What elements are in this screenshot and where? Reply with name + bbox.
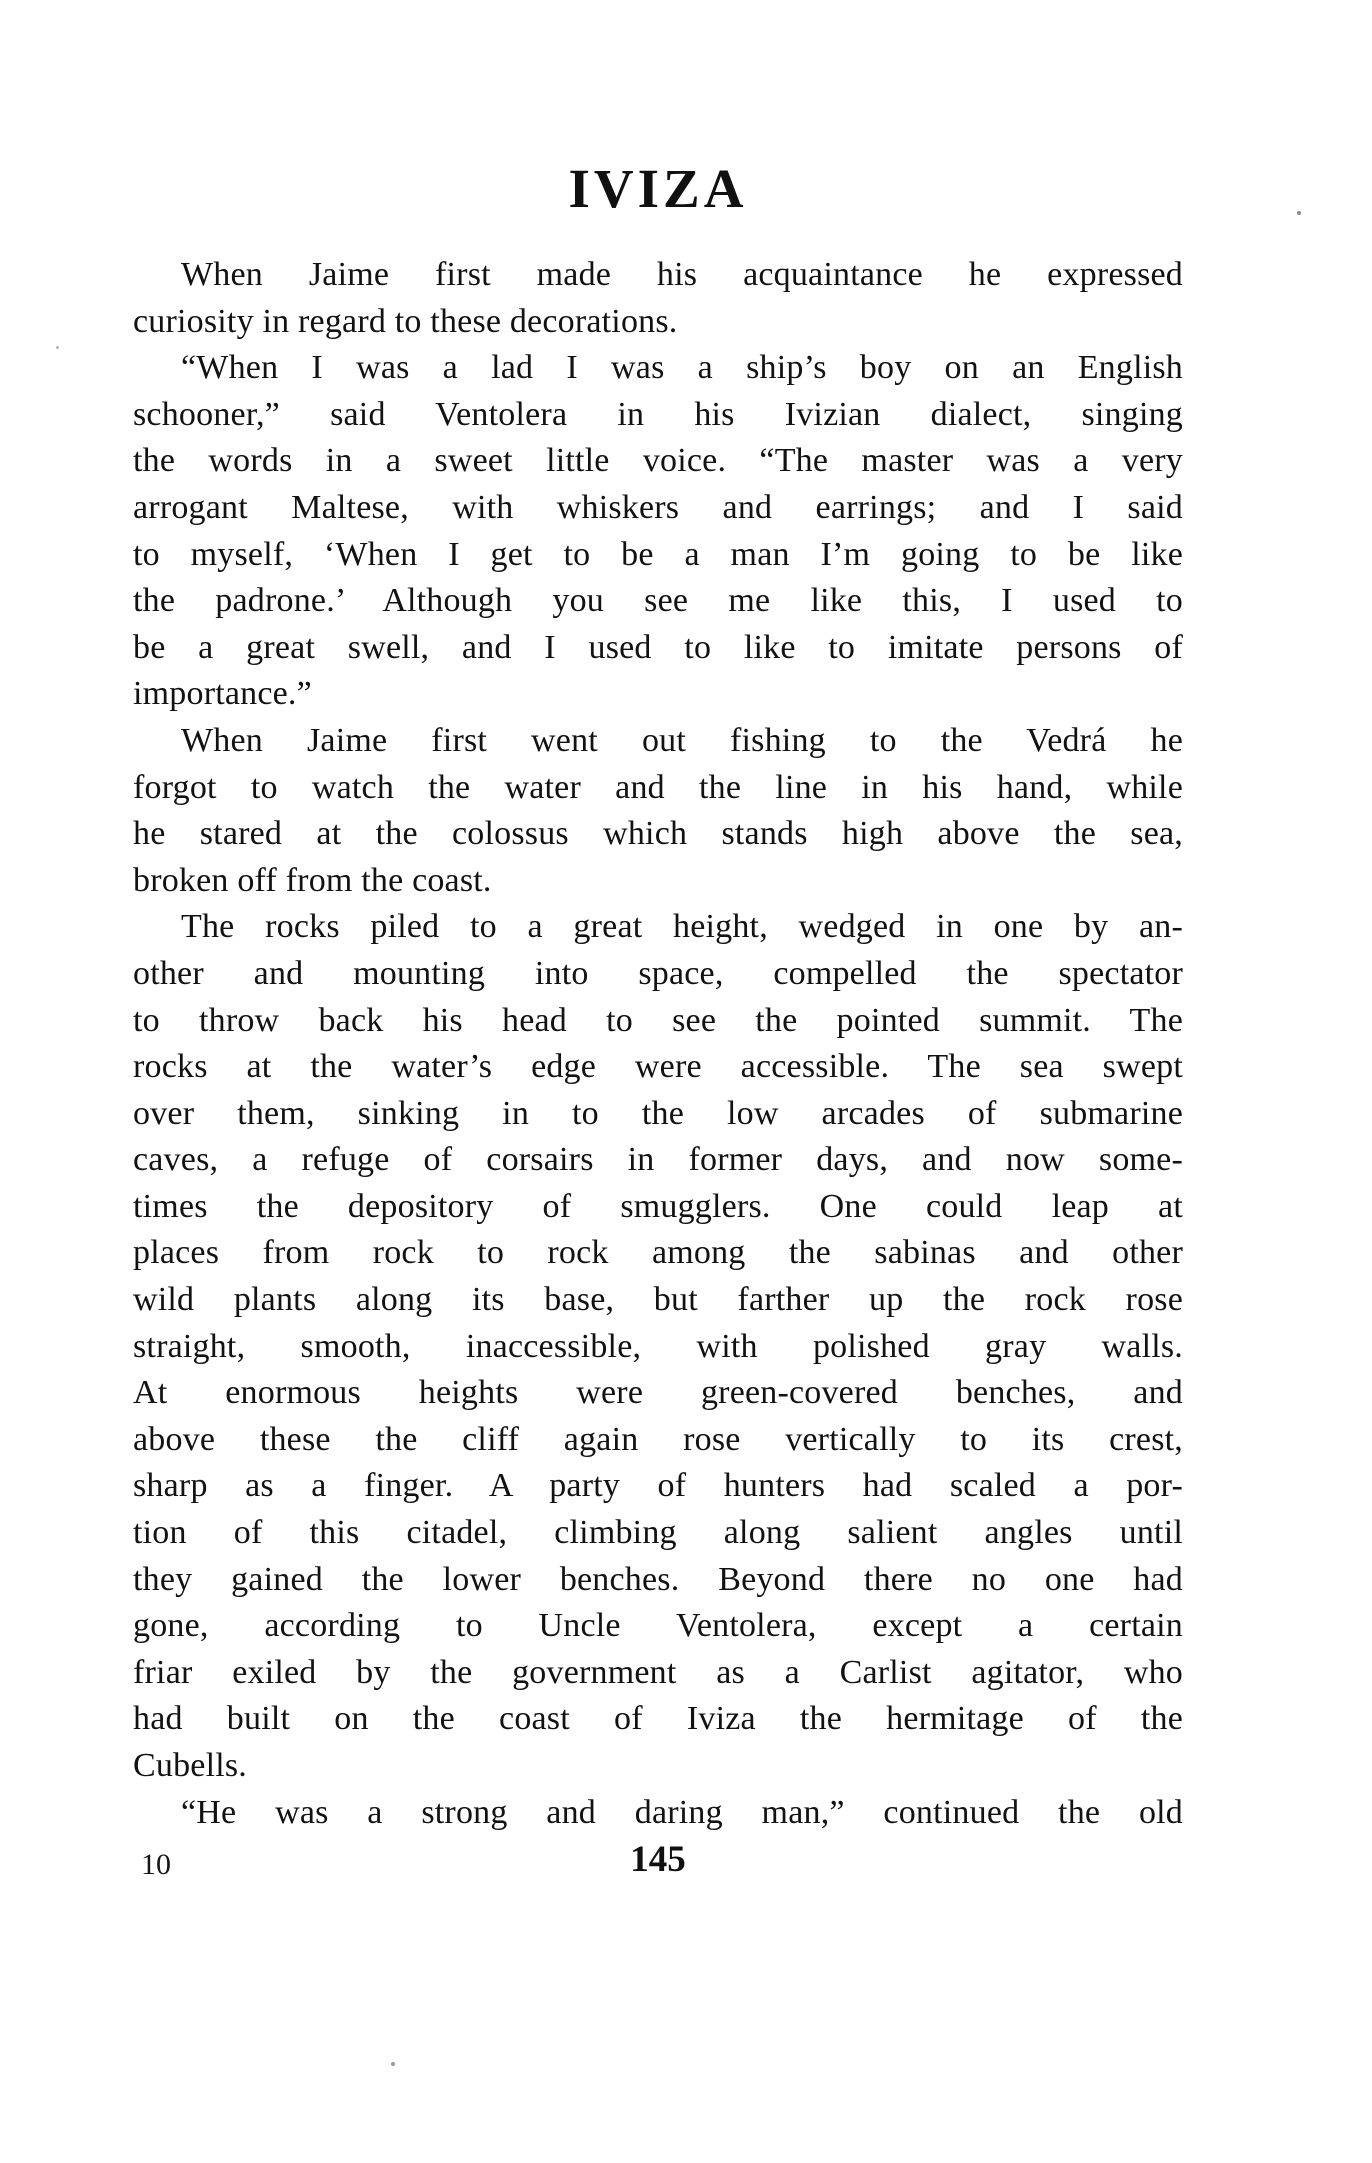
text-line: importance.”: [133, 675, 312, 713]
text-line: to throw back his head to see the pointed summit. The: [133, 1001, 1183, 1039]
text-line: schooner,” said Ventolera in his Ivizian dialect, singing: [133, 395, 1183, 433]
text-line: he stared at the colossus which stands high above the sea,: [133, 815, 1183, 853]
text-line: the words in a sweet little voice. “The master was a very: [133, 442, 1183, 480]
scan-speck: [1297, 211, 1301, 215]
text-line: arrogant Maltese, with whiskers and earrings; and I said: [133, 488, 1183, 526]
text-line: Cubells.: [133, 1747, 247, 1784]
text-line: the padrone.’ Although you see me like this, I used to: [133, 582, 1183, 620]
text-line: over them, sinking in to the low arcades of submarine: [133, 1094, 1183, 1132]
text-line: places from rock to rock among the sabinas and other: [133, 1234, 1183, 1272]
page-footer: [133, 1838, 1183, 1888]
text-line: tion of this citadel, climbing along salient angles until: [133, 1514, 1183, 1552]
text-line: The rocks piled to a great height, wedged in one by an-: [181, 908, 1183, 946]
text-line: sharp as a finger. A party of hunters had scaled a por-: [133, 1467, 1183, 1505]
text-line: to myself, ‘When I get to be a man I’m going to be like: [133, 535, 1183, 573]
text-line: above these the cliff again rose vertically to its crest,: [133, 1420, 1183, 1458]
text-line: rocks at the water’s edge were accessible. The sea swept: [133, 1048, 1183, 1086]
scan-speck: [391, 2062, 395, 2066]
text-line: friar exiled by the government as a Carlist agitator, who: [133, 1653, 1183, 1691]
text-line: curiosity in regard to these decorations.: [133, 302, 678, 340]
text-line: forgot to watch the water and the line in his hand, while: [133, 768, 1183, 806]
text-line: other and mounting into space, compelled the spectator: [133, 954, 1183, 992]
text-line: straight, smooth, inaccessible, with polished gray walls.: [133, 1327, 1183, 1365]
text-line: be a great swell, and I used to like to imitate persons of: [133, 628, 1183, 666]
scan-speck: [56, 346, 59, 349]
text-line: broken off from the coast.: [133, 861, 492, 899]
signature-number: 10: [141, 1848, 171, 1881]
text-line: caves, a refuge of corsairs in former days, and now some-: [133, 1141, 1183, 1179]
text-line: When Jaime first made his acquaintance he expressed: [181, 256, 1183, 293]
page-number: 145: [630, 1839, 686, 1880]
text-line: “He was a strong and daring man,” continued the old: [181, 1793, 1183, 1831]
text-line: gone, according to Uncle Ventolera, except a certain: [133, 1607, 1183, 1645]
text-line: When Jaime first went out fishing to the Vedrá he: [181, 721, 1183, 759]
text-line: had built on the coast of Iviza the hermitage of the: [133, 1700, 1183, 1738]
page-title: IVIZA: [568, 158, 748, 219]
text-line: they gained the lower benches. Beyond there no one had: [133, 1560, 1183, 1598]
text-line: “When I was a lad I was a ship’s boy on an English: [181, 349, 1183, 387]
body-text: [133, 252, 1183, 1836]
text-line: times the depository of smugglers. One could leap at: [133, 1187, 1183, 1225]
text-line: wild plants along its base, but farther up the rock rose: [133, 1281, 1183, 1319]
text-line: At enormous heights were green-covered benches, and: [133, 1374, 1183, 1412]
